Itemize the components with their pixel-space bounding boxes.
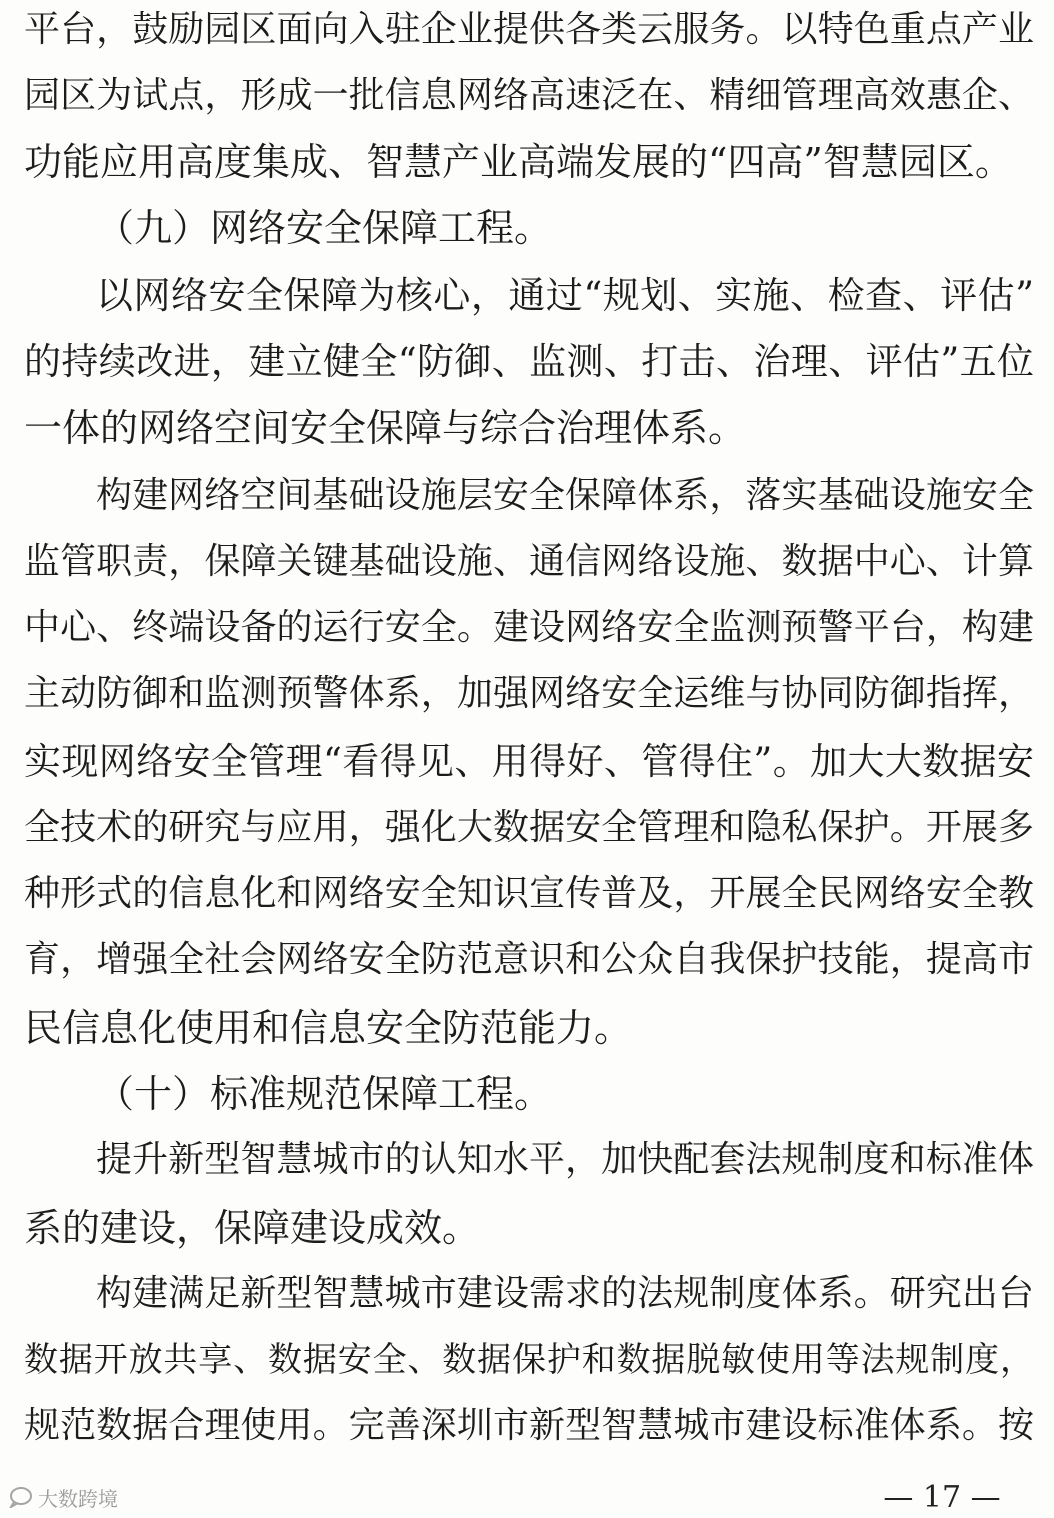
text-line: 中心、终端设备的运行安全。建设网络安全监测预警平台，构建 — [24, 607, 1034, 648]
text-line: 功能应用高度集成、智慧产业高端发展的“四高”智慧园区。 — [24, 140, 1013, 184]
text-line: 规范数据合理使用。完善深圳市新型智慧城市建设标准体系。按 — [24, 1405, 1034, 1446]
text-line: 以网络安全保障为核心，通过“规划、实施、检查、评估” — [96, 274, 1034, 317]
text-line: 园区为试点，形成一批信息网络高速泛在、精细管理高效惠企、 — [24, 75, 1034, 116]
speech-bubble-logo-icon — [8, 1486, 34, 1508]
text-line: 系的建设，保障建设成效。 — [24, 1206, 481, 1250]
text-line: 提升新型智慧城市的认知水平，加快配套法规制度和标准体 — [96, 1139, 1034, 1180]
text-line: 全技术的研究与应用，强化大数据安全管理和隐私保护。开展多 — [24, 807, 1034, 848]
watermark-text: 大数跨境 — [38, 1486, 118, 1511]
section-heading: （九）网络安全保障工程。 — [96, 206, 553, 250]
text-line: 一体的网络空间安全保障与综合治理体系。 — [24, 406, 747, 450]
section-heading: （十）标准规范保障工程。 — [96, 1072, 553, 1116]
text-line: 实现网络安全管理“看得见、用得好、管得住”。加大大数据安 — [24, 740, 1034, 783]
text-line: 种形式的信息化和网络安全知识宣传普及，开展全民网络安全教 — [24, 873, 1034, 914]
text-line: 主动防御和监测预警体系，加强网络安全运维与协同防御指挥， — [24, 673, 1034, 714]
text-line: 民信息化使用和信息安全防范能力。 — [24, 1006, 633, 1050]
text-line: 的持续改进，建立健全“防御、监测、打击、治理、评估”五位 — [24, 340, 1034, 383]
text-line: 数据开放共享、数据安全、数据保护和数据脱敏使用等法规制度， — [24, 1340, 1034, 1380]
text-line: 育，增强全社会网络安全防范意识和公众自我保护技能，提高市 — [24, 939, 1034, 980]
text-line: 监管职责，保障关键基础设施、通信网络设施、数据中心、计算 — [24, 541, 1034, 582]
text-line: 构建满足新型智慧城市建设需求的法规制度体系。研究出台 — [96, 1273, 1034, 1314]
watermark — [8, 1482, 148, 1512]
text-line: 构建网络空间基础设施层安全保障体系，落实基础设施安全 — [96, 475, 1034, 516]
page-number: — 17 — — [883, 1480, 1001, 1515]
text-line: 平台，鼓励园区面向入驻企业提供各类云服务。以特色重点产业 — [24, 9, 1034, 50]
